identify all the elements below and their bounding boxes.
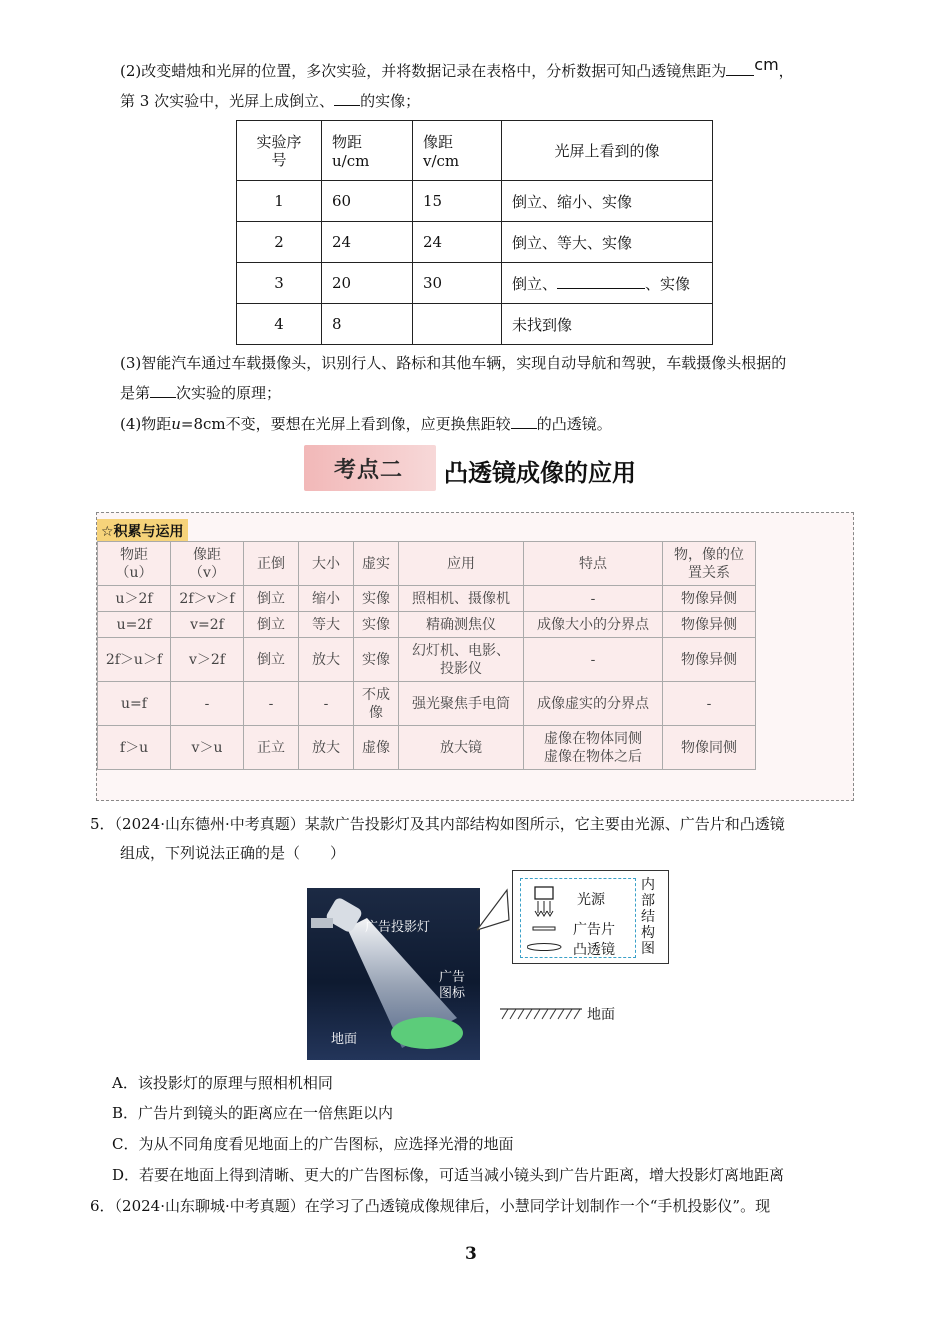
q4-part2-line1 (120, 55, 794, 82)
summary-cell: 成像虚实的分界点 (524, 682, 663, 726)
cell: 倒立、 、实像 (502, 263, 713, 304)
summary-header: ☆积累与运用 (97, 519, 188, 543)
light-source-label: 光源 (577, 892, 605, 908)
summary-cell: u＞2f (98, 586, 171, 612)
summary-cell: f＞u (98, 726, 171, 770)
summary-cell: 物像异侧 (663, 638, 756, 682)
section-title: 凸透镜成像的应用 (444, 459, 636, 487)
cell: 2 (237, 222, 322, 263)
summary-cell: - (244, 682, 299, 726)
inner-structure-box (512, 870, 669, 964)
experiment-table (236, 120, 713, 345)
summary-cell: 实像 (354, 586, 399, 612)
cell: 1 (237, 181, 322, 222)
summary-row (98, 638, 756, 682)
summary-cell: 正立 (244, 726, 299, 770)
header-cell: 像距 v/cm (413, 121, 502, 181)
cell: 倒立、缩小、实像 (502, 181, 713, 222)
summary-box (96, 512, 854, 801)
summary-cell: u=2f (98, 612, 171, 638)
text: (2)改变蜡烛和光屏的位置，多次实验，并将数据记录在表格中，分析数据可知凸透镜焦距为 (120, 62, 727, 80)
cell: 未找到像 (502, 304, 713, 345)
table-row (237, 181, 713, 222)
summary-cell: 放大 (299, 726, 354, 770)
q6-line1: 6．（2024·山东聊城·中考真题）在学习了凸透镜成像规律后，小慧同学计划制作一个“手机投影仪”。现 (90, 1197, 771, 1215)
summary-cell: 物像异侧 (663, 586, 756, 612)
summary-cell: 强光聚焦手电筒 (399, 682, 524, 726)
cell: 4 (237, 304, 322, 345)
answer-blank (726, 61, 754, 76)
cell (413, 304, 502, 345)
answer-blank (557, 274, 645, 289)
summary-header-row (98, 542, 756, 586)
summary-cell: - (171, 682, 244, 726)
cell: 60 (322, 181, 413, 222)
summary-row (98, 682, 756, 726)
unit-text: cm (754, 55, 779, 74)
summary-cell: 倒立 (244, 612, 299, 638)
ground-right-label: 地面 (587, 1007, 615, 1023)
text: 的实像； (360, 92, 421, 110)
callout-icon (477, 880, 517, 940)
inner-structure-label: 内 部 结 构 图 (641, 877, 655, 957)
summary-cell: v＞u (171, 726, 244, 770)
summary-cell: - (524, 638, 663, 682)
section-banner (304, 445, 644, 491)
summary-cell: 放大 (299, 638, 354, 682)
option-b[interactable]: B．广告片到镜头的距离应在一倍焦距以内 (112, 1104, 394, 1122)
text: 第 3 次实验中，光屏上成倒立、 (120, 92, 335, 110)
summary-cell: v=2f (171, 612, 244, 638)
header-cell: 正倒 (244, 542, 299, 586)
lamp-label: 广告投影灯 (365, 920, 431, 935)
summary-cell: 缩小 (299, 586, 354, 612)
header-cell: 物，像的位 置关系 (663, 542, 756, 586)
optics-icon (527, 883, 567, 961)
inner-dashed-box (520, 878, 636, 958)
answer-blank (511, 414, 537, 429)
text: ， (778, 62, 794, 80)
projector-figure (307, 870, 667, 1060)
summary-cell: 实像 (354, 612, 399, 638)
cell: 8 (322, 304, 413, 345)
summary-row (98, 612, 756, 638)
cell: 20 (322, 263, 413, 304)
header-cell: 物距 （u） (98, 542, 171, 586)
ground-label: 地面 (331, 1032, 358, 1047)
cell: 24 (413, 222, 502, 263)
summary-cell: 不成 像 (354, 682, 399, 726)
cell: 15 (413, 181, 502, 222)
answer-blank (334, 91, 360, 106)
summary-row (98, 726, 756, 770)
projector-photo (307, 888, 480, 1060)
summary-cell: 放大镜 (399, 726, 524, 770)
summary-cell: 物像异侧 (663, 612, 756, 638)
summary-cell: 虚像 (354, 726, 399, 770)
summary-cell: 成像大小的分界点 (524, 612, 663, 638)
table-row (237, 222, 713, 263)
summary-cell: u=f (98, 682, 171, 726)
q4-part4: (4)物距u=8cm不变，要想在光屏上看到像，应更换焦距较 的凸透镜。 (120, 415, 612, 433)
q5-line2: 组成，下列说法正确的是（ ） (120, 844, 346, 862)
header-cell: 光屏上看到的像 (502, 121, 713, 181)
option-d[interactable]: D．若要在地面上得到清晰、更大的广告图标像，可适当减小镜头到广告片距离，增大投影灯离地距离 (112, 1166, 785, 1184)
film-label: 广告片 (573, 922, 615, 938)
summary-cell: v＞2f (171, 638, 244, 682)
header-cell: 大小 (299, 542, 354, 586)
q4-part2-line2 (120, 90, 420, 112)
summary-cell: 等大 (299, 612, 354, 638)
option-a[interactable]: A．该投影灯的原理与照相机相同 (112, 1074, 333, 1092)
logo-label: 广告 图标 (439, 970, 466, 1001)
cell: 30 (413, 263, 502, 304)
summary-cell: 虚像在物体同侧 虚像在物体之后 (524, 726, 663, 770)
summary-cell: 实像 (354, 638, 399, 682)
summary-cell: 幻灯机、电影、 投影仪 (399, 638, 524, 682)
summary-cell: - (663, 682, 756, 726)
summary-cell: 倒立 (244, 638, 299, 682)
summary-cell: 物像同侧 (663, 726, 756, 770)
table-header-row (237, 121, 713, 181)
summary-cell: 倒立 (244, 586, 299, 612)
summary-cell: - (299, 682, 354, 726)
q5-line1: 5．（2024·山东德州·中考真题）某款广告投影灯及其内部结构如图所示，它主要由光源、广告片和凸透镜 (90, 815, 785, 833)
option-c[interactable]: C．为从不同角度看见地面上的广告图标，应选择光滑的地面 (112, 1135, 514, 1153)
table-row (237, 304, 713, 345)
q4-part3-line2: 是第 次实验的原理； (120, 384, 282, 402)
header-cell: 应用 (399, 542, 524, 586)
summary-cell: - (524, 586, 663, 612)
lens-label: 凸透镜 (573, 942, 615, 958)
summary-cell: 精确测焦仪 (399, 612, 524, 638)
header-cell: 物距 u/cm (322, 121, 413, 181)
summary-table (97, 541, 756, 770)
summary-cell: 2f＞v＞f (171, 586, 244, 612)
summary-cell: 照相机、摄像机 (399, 586, 524, 612)
summary-row (98, 586, 756, 612)
header-cell: 特点 (524, 542, 663, 586)
page-number: 3 (465, 1244, 477, 1264)
section-tag: 考点二 (304, 445, 436, 491)
q4-part3-line1: (3)智能汽车通过车载摄像头，识别行人、路标和其他车辆，实现自动导航和驾驶，车载摄像头根据的 (120, 354, 787, 372)
cell: 3 (237, 263, 322, 304)
header-cell: 像距 （v） (171, 542, 244, 586)
cell: 24 (322, 222, 413, 263)
table-row (237, 263, 713, 304)
header-cell: 虚实 (354, 542, 399, 586)
ground-hatch-icon (500, 1007, 582, 1021)
header-cell: 实验序 号 (237, 121, 322, 181)
summary-cell: 2f＞u＞f (98, 638, 171, 682)
answer-blank (150, 383, 176, 398)
cell: 倒立、等大、实像 (502, 222, 713, 263)
